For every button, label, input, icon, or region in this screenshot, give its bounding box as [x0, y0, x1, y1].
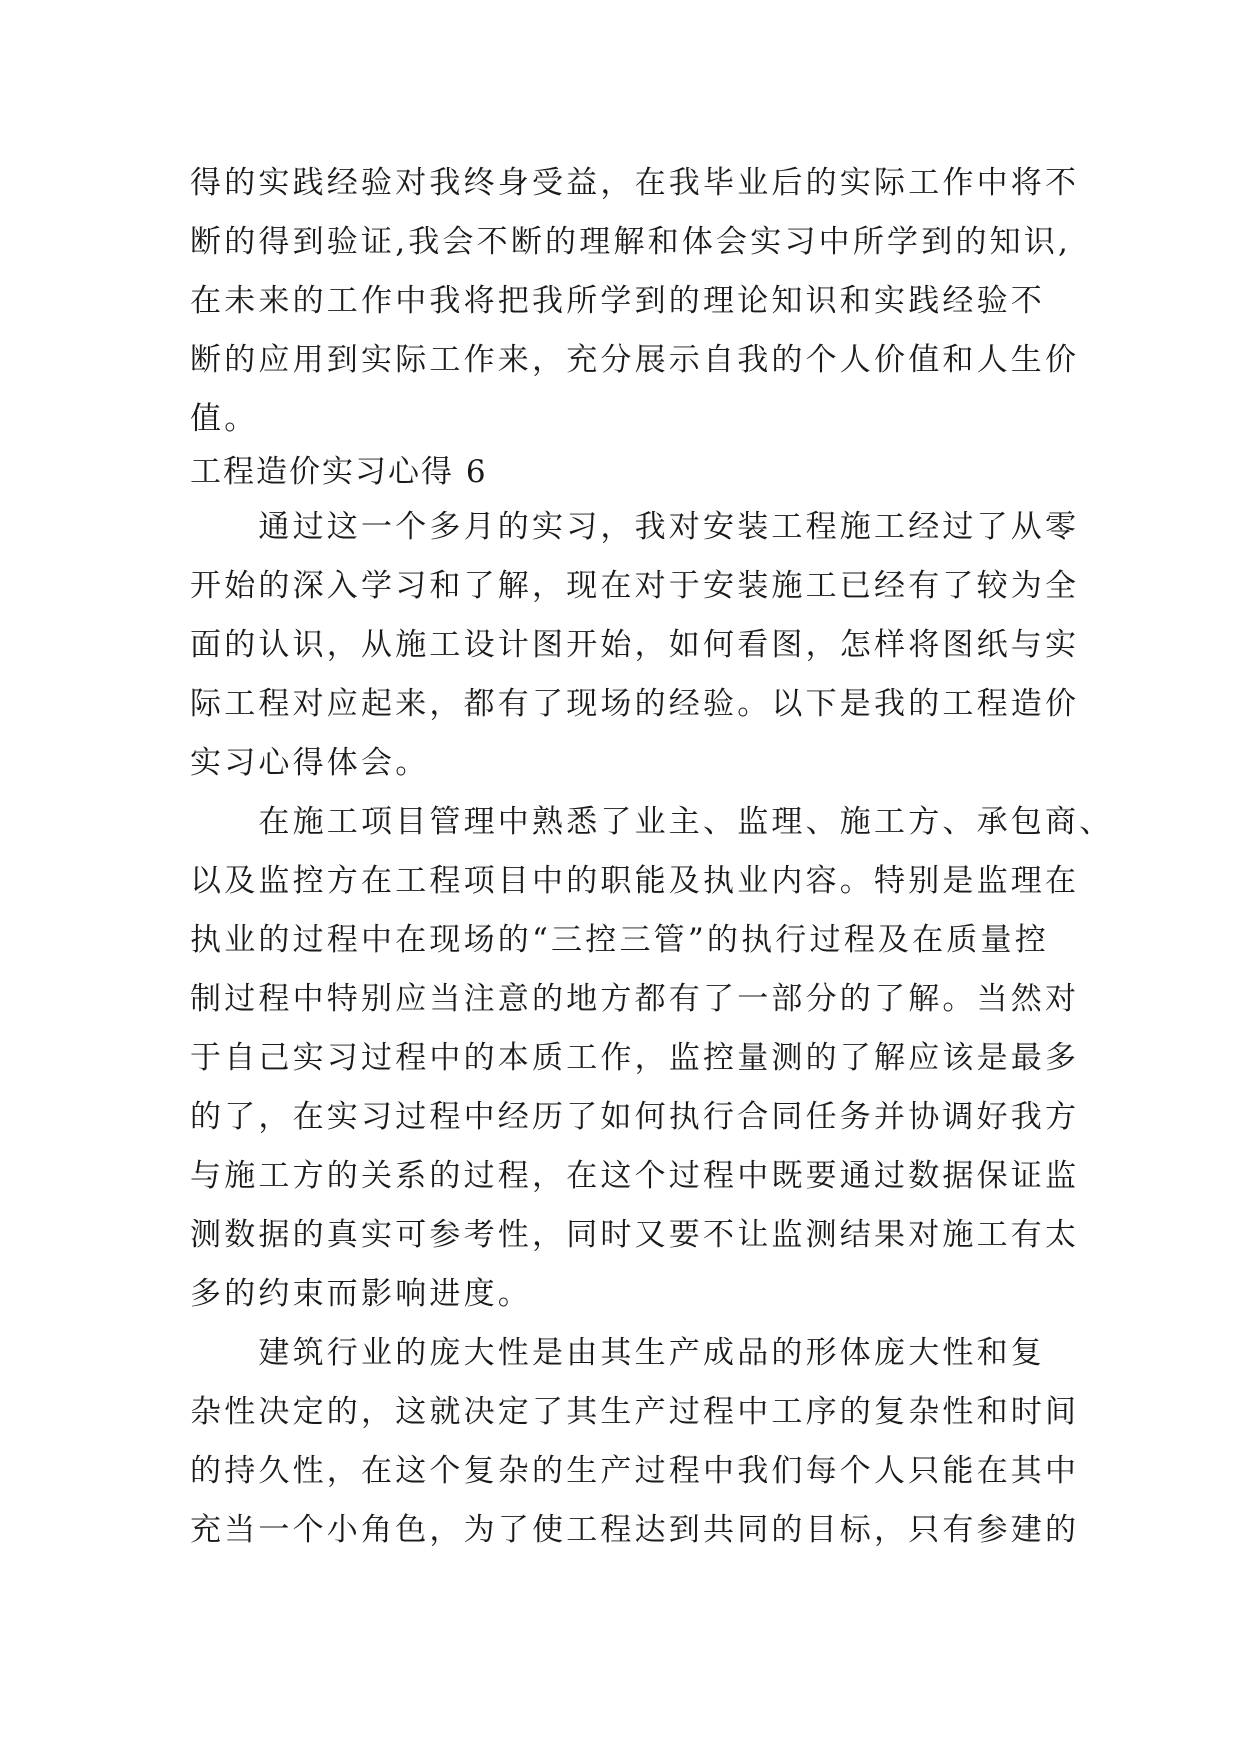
text-line: 得的实践经验对我终身受益，在我毕业后的实际工作中将不 [190, 165, 1080, 201]
text-line: 于自己实习过程中的本质工作，监控量测的了解应该是最多 [190, 1040, 1080, 1076]
text-line: 实习心得体会。 [190, 745, 430, 781]
text-line: 多的约束而影响进度。 [190, 1276, 532, 1312]
text-line: 制过程中特别应当注意的地方都有了一部分的了解。当然对 [190, 981, 1080, 1017]
text-line: 际工程对应起来，都有了现场的经验。以下是我的工程造价 [190, 686, 1080, 722]
text-line: 充当一个小角色，为了使工程达到共同的目标，只有参建的 [190, 1512, 1080, 1548]
text-line: 以及监控方在工程项目中的职能及执业内容。特别是监理在 [190, 863, 1080, 899]
text-line: 面的认识，从施工设计图开始，如何看图，怎样将图纸与实 [190, 627, 1080, 663]
text-line: 执业的过程中在现场的“三控三管”的执行过程及在质量控 [190, 922, 1049, 958]
section-heading: 工程造价实习心得 6 [190, 454, 488, 490]
text-line: 开始的深入学习和了解，现在对于安装施工已经有了较为全 [190, 568, 1080, 604]
text-line: 在未来的工作中我将把我所学到的理论知识和实践经验不 [190, 283, 1045, 319]
text-line: 断的得到验证,我会不断的理解和体会实习中所学到的知识, [190, 224, 1072, 260]
text-line: 的了，在实习过程中经历了如何执行合同任务并协调好我方 [190, 1099, 1080, 1135]
text-line: 杂性决定的，这就决定了其生产过程中工序的复杂性和时间 [190, 1394, 1080, 1430]
text-line: 的持久性，在这个复杂的生产过程中我们每个人只能在其中 [190, 1453, 1080, 1489]
text-line: 与施工方的关系的过程，在这个过程中既要通过数据保证监 [190, 1158, 1080, 1194]
text-line: 值。 [190, 401, 259, 437]
text-line: 断的应用到实际工作来，充分展示自我的个人价值和人生价 [190, 342, 1080, 378]
text-line: 建筑行业的庞大性是由其生产成品的形体庞大性和复 [190, 1335, 1045, 1371]
text-line: 测数据的真实可参考性，同时又要不让监测结果对施工有太 [190, 1217, 1080, 1253]
text-line: 在施工项目管理中熟悉了业主、监理、施工方、承包商、 [190, 804, 1114, 840]
text-line: 通过这一个多月的实习，我对安装工程施工经过了从零 [190, 509, 1080, 545]
